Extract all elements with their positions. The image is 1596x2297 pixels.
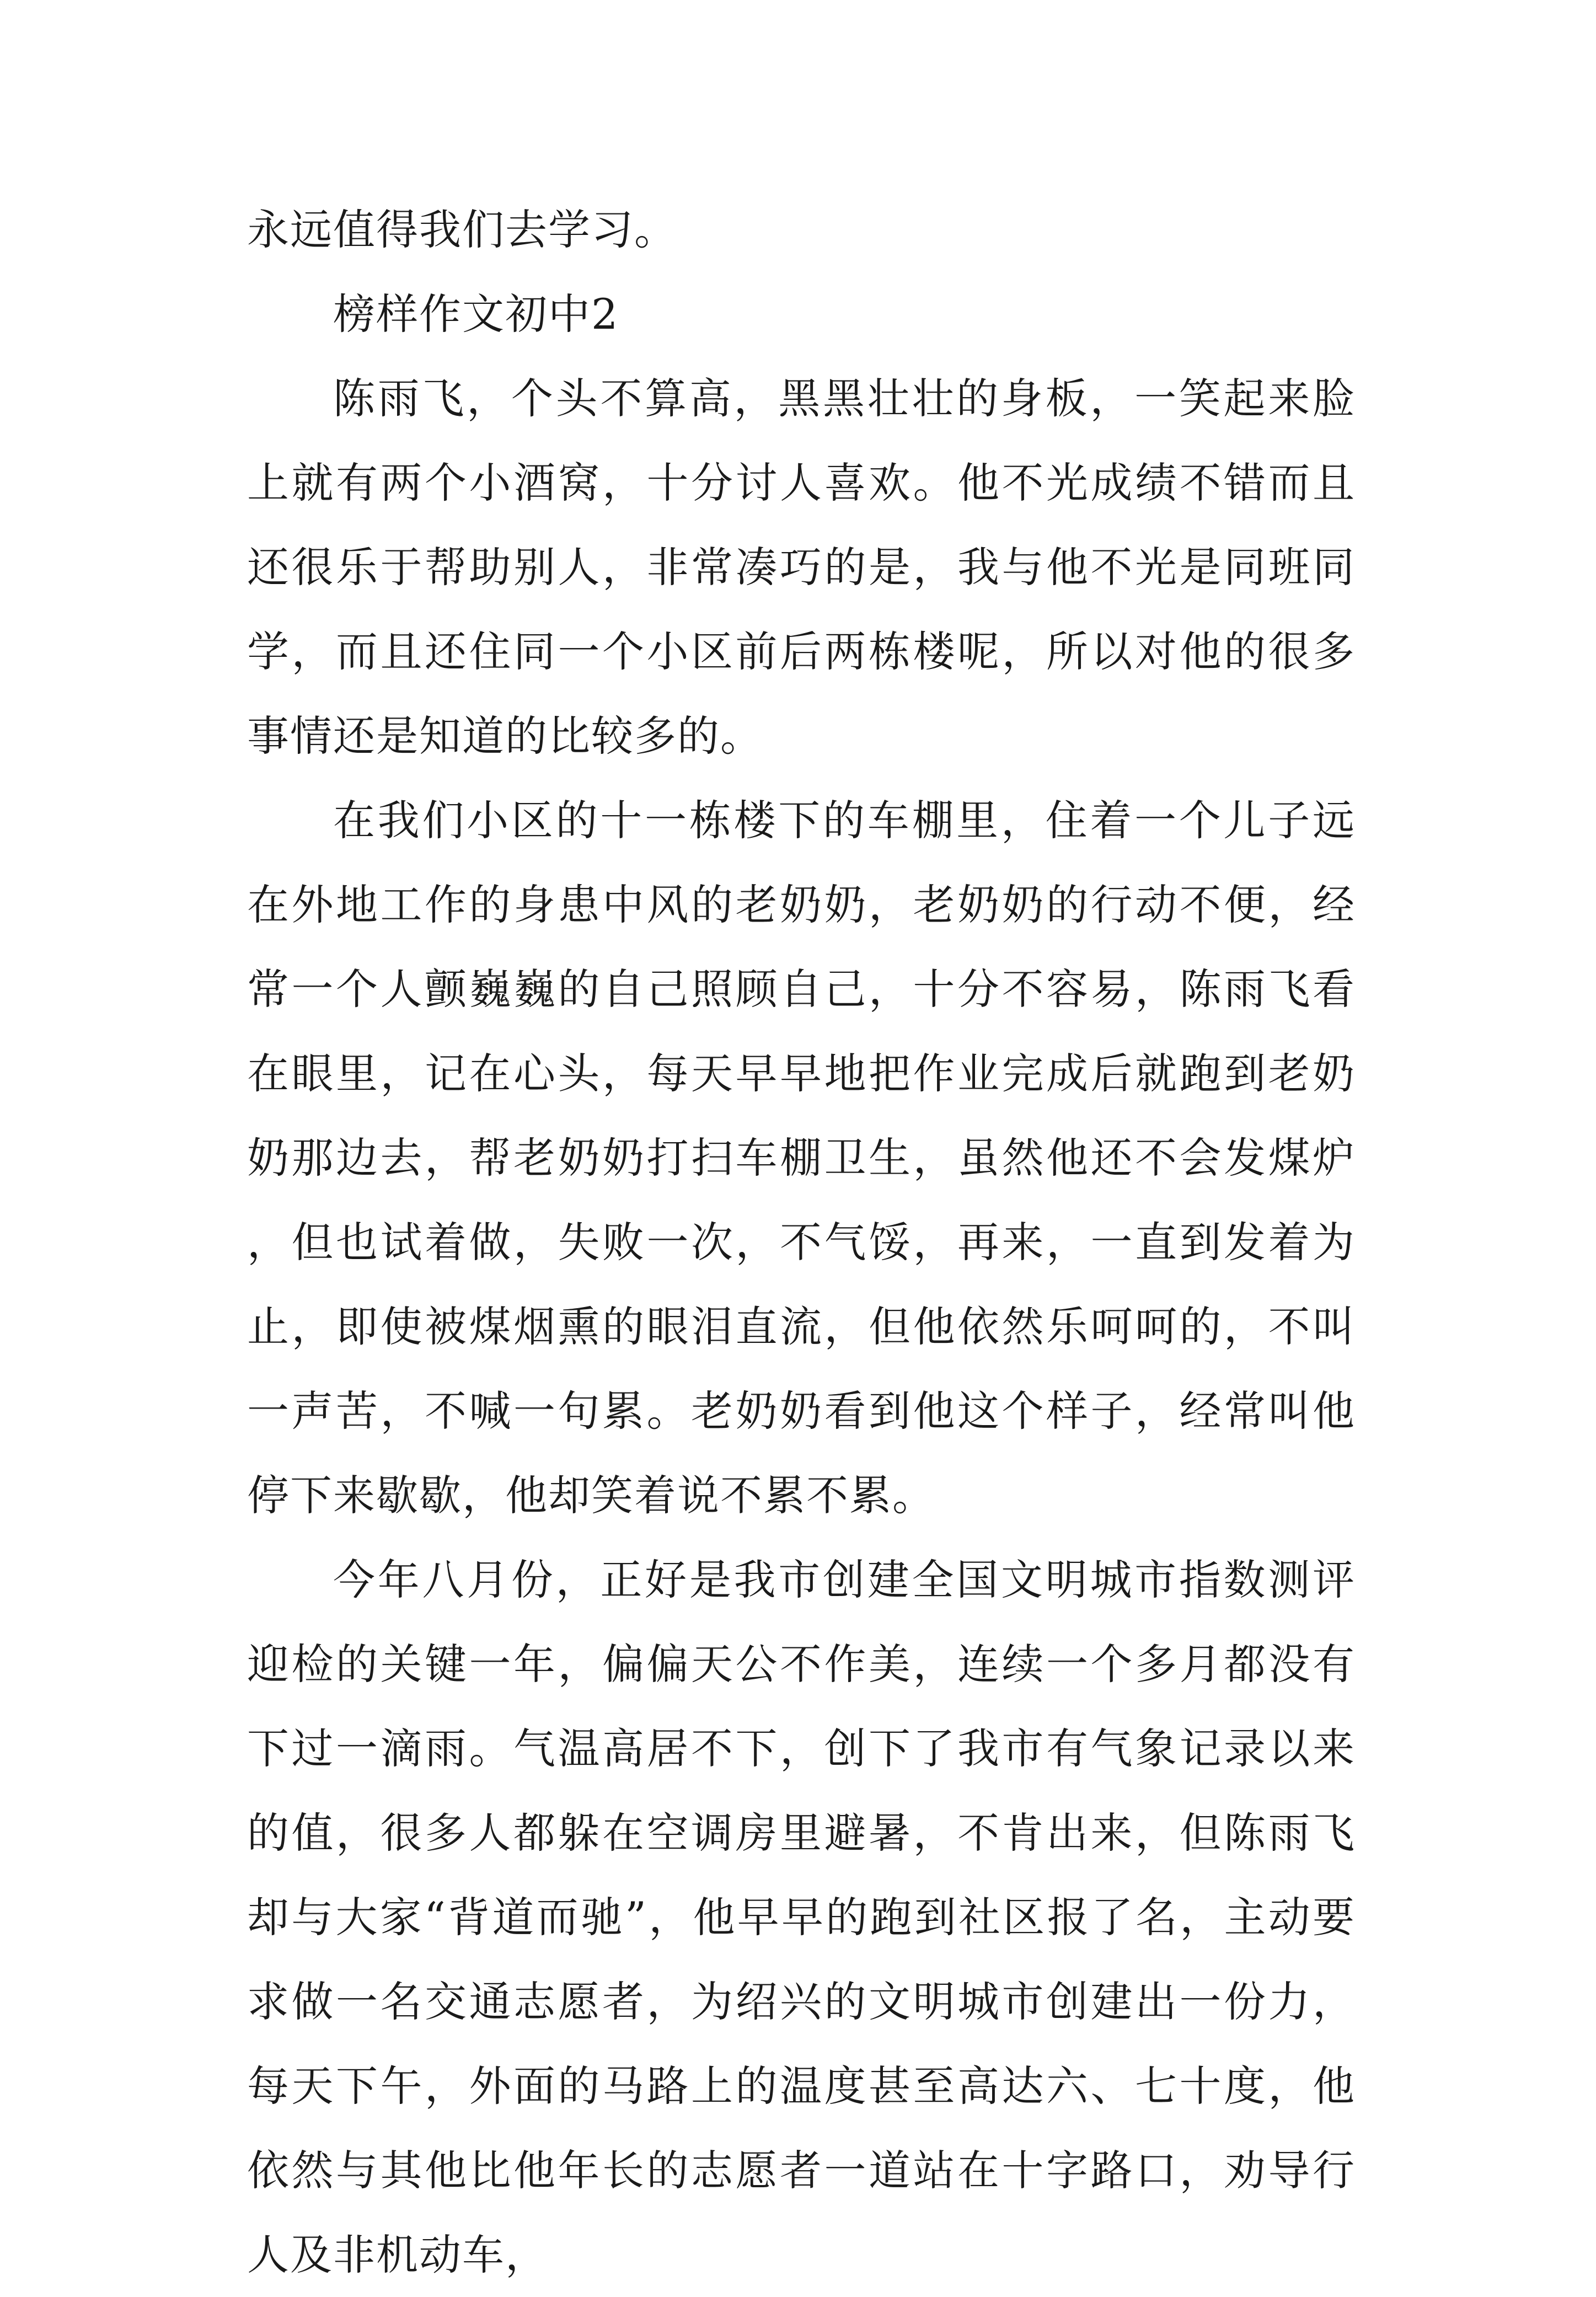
paragraph-1: 永远值得我们去学习。 bbox=[247, 205, 677, 254]
paragraph-2: 陈雨飞，个头不算高，黑黑壮壮的身板，一笑起来脸上就有两个小酒窝，十分讨人喜欢。他不光成绩不错而且还很乐于帮助别人，非常凑巧的是，我与他不光是同班同学，而且还住同一个小区前后两栋楼呢，所以对他的很多事情还是知道的比较多的。 bbox=[247, 374, 1356, 761]
paragraph-3: 在我们小区的十一栋楼下的车棚里，住着一个儿子远在外地工作的身患中风的老奶奶，老奶奶的行动不便，经常一个人颤巍巍的自己照顾自己，十分不容易，陈雨飞看在眼里，记在心头，每天早早地把作业完成后就跑到老奶奶那边去，帮老奶奶打扫车棚卫生，虽然他还不会发煤炉，但也试着做，失败一次，不气馁，再来，一直到发着为止，即使被煤烟熏的眼泪直流，但他依然乐呵呵的，不叫一声苦，不喊一句累。老奶奶看到他这个样子，经常叫他停下来歇歇，他却笑着说不累不累。 bbox=[247, 796, 1356, 1520]
paragraph-4: 今年八月份，正好是我市创建全国文明城市指数测评迎检的关键一年，偏偏天公不作美，连续一个多月都没有下过一滴雨。气温高居不下，创下了我市有气象记录以来的值，很多人都躲在空调房里避暑，不肯出来，但陈雨飞却与大家“背道而驰”，他早早的跑到社区报了名，主动要求做一名交通志愿者，为绍兴的文明城市创建出一份力，每天下午，外面的马路上的温度甚至高达六、七十度，他依然与其他比他年长的志愿者一道站在十字路口，劝导行人及非机动车， bbox=[247, 1555, 1356, 2279]
section-heading: 榜样作文初中2 bbox=[333, 290, 619, 339]
document-body bbox=[247, 188, 1356, 2297]
